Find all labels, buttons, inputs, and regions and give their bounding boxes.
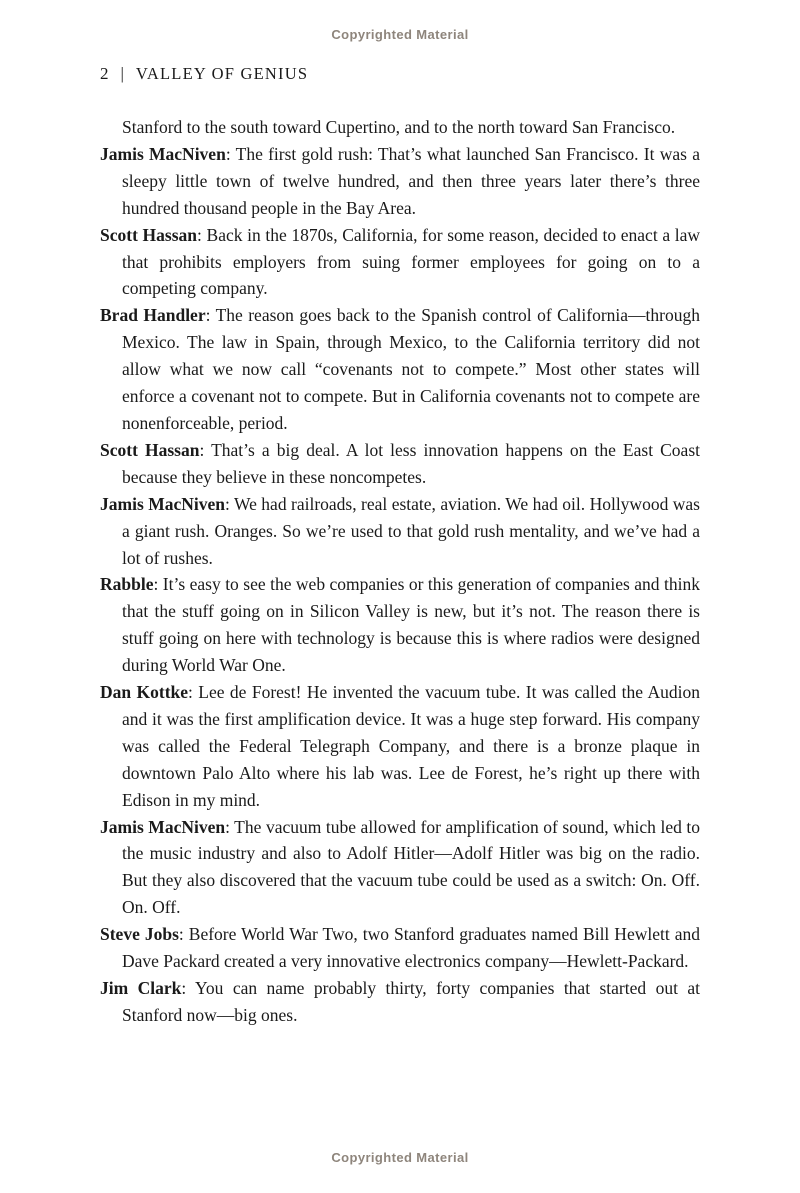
page-header	[100, 64, 700, 84]
copyright-notice-top: Copyrighted Material	[331, 27, 469, 42]
paragraph: Jamis MacNiven: The first gold rush: That’s what launched San Francisco. It was a sleepy little town of twelve hundred, and then three years later there’s three hundred thousand people in the Bay Area.	[100, 143, 700, 218]
speaker-name: Jamis MacNiven	[100, 493, 225, 514]
paragraph: Dan Kottke: Lee de Forest! He invented the vacuum tube. It was called the Audion and it was the first amplification device. It was a huge step forward. His company was called the Federal Telegraph Company, and there is a bronze plaque in downtown Palo Alto where his lab was. Lee de Forest, he’s right up there with Edison in my mind.	[100, 682, 700, 810]
paragraph: Scott Hassan: Back in the 1870s, California, for some reason, decided to enact a law that prohibits employers from suing former employees for going on to a competing company.	[100, 224, 701, 299]
paragraph: Stanford to the south toward Cupertino, and to the north toward San Francisco.	[122, 117, 676, 137]
copyright-notice-bottom: Copyrighted Material	[331, 1150, 469, 1165]
header-separator: |	[120, 64, 124, 83]
paragraph: Jamis MacNiven: We had railroads, real estate, aviation. We had oil. Hollywood was a giant rush. Oranges. So we’re used to that gold rush mentality, and we’ve had a lot of rushes.	[100, 493, 700, 568]
speaker-name: Scott Hassan	[100, 439, 200, 460]
speaker-name: Steve Jobs	[100, 924, 179, 945]
book-title: VALLEY OF GENIUS	[135, 64, 309, 83]
speaker-name: Dan Kottke	[100, 682, 189, 703]
paragraph: Jamis MacNiven: The vacuum tube allowed for amplification of sound, which led to the music industry and also to Adolf Hitler—Adolf Hitler was big on the radio. But they also discovered that the vacuum tube could be used as a switch: On. Off. On. Off.	[100, 816, 700, 918]
speaker-name: Rabble	[100, 574, 154, 595]
speaker-name: Scott Hassan	[100, 224, 198, 245]
speaker-name: Jamis MacNiven	[100, 816, 226, 837]
paragraph: Brad Handler: The reason goes back to the Spanish control of California—through Mexico. The law in Spain, through Mexico, to the California territory did not allow what we now call “covenants not to compete.” Most other states will enforce a covenant not to compete. But in California covenants not to compete are nonenforceable, period.	[100, 305, 700, 433]
speaker-name: Jamis MacNiven	[100, 143, 226, 164]
paragraph: Steve Jobs: Before World War Two, two Stanford graduates named Bill Hewlett and Dave Packard created a very innovative electronics company—Hewlett-Packard.	[100, 924, 700, 972]
speaker-name: Brad Handler	[100, 305, 206, 326]
speaker-name: Jim Clark	[100, 978, 182, 998]
paragraph: Rabble: It’s easy to see the web companies or this generation of companies and think that the stuff going on in Silicon Valley is new, but it’s not. The reason there is stuff going on here with technology is because this is where radios were designed during World War One.	[100, 574, 700, 676]
paragraph: Scott Hassan: That’s a big deal. A lot less innovation happens on the East Coast because they believe in these noncompetes.	[100, 439, 700, 487]
page-number: 2	[100, 64, 109, 83]
page-body	[100, 114, 700, 1029]
paragraph: Jim Clark: You can name probably thirty, forty companies that started out at Stanford now—big ones.	[100, 978, 700, 1025]
